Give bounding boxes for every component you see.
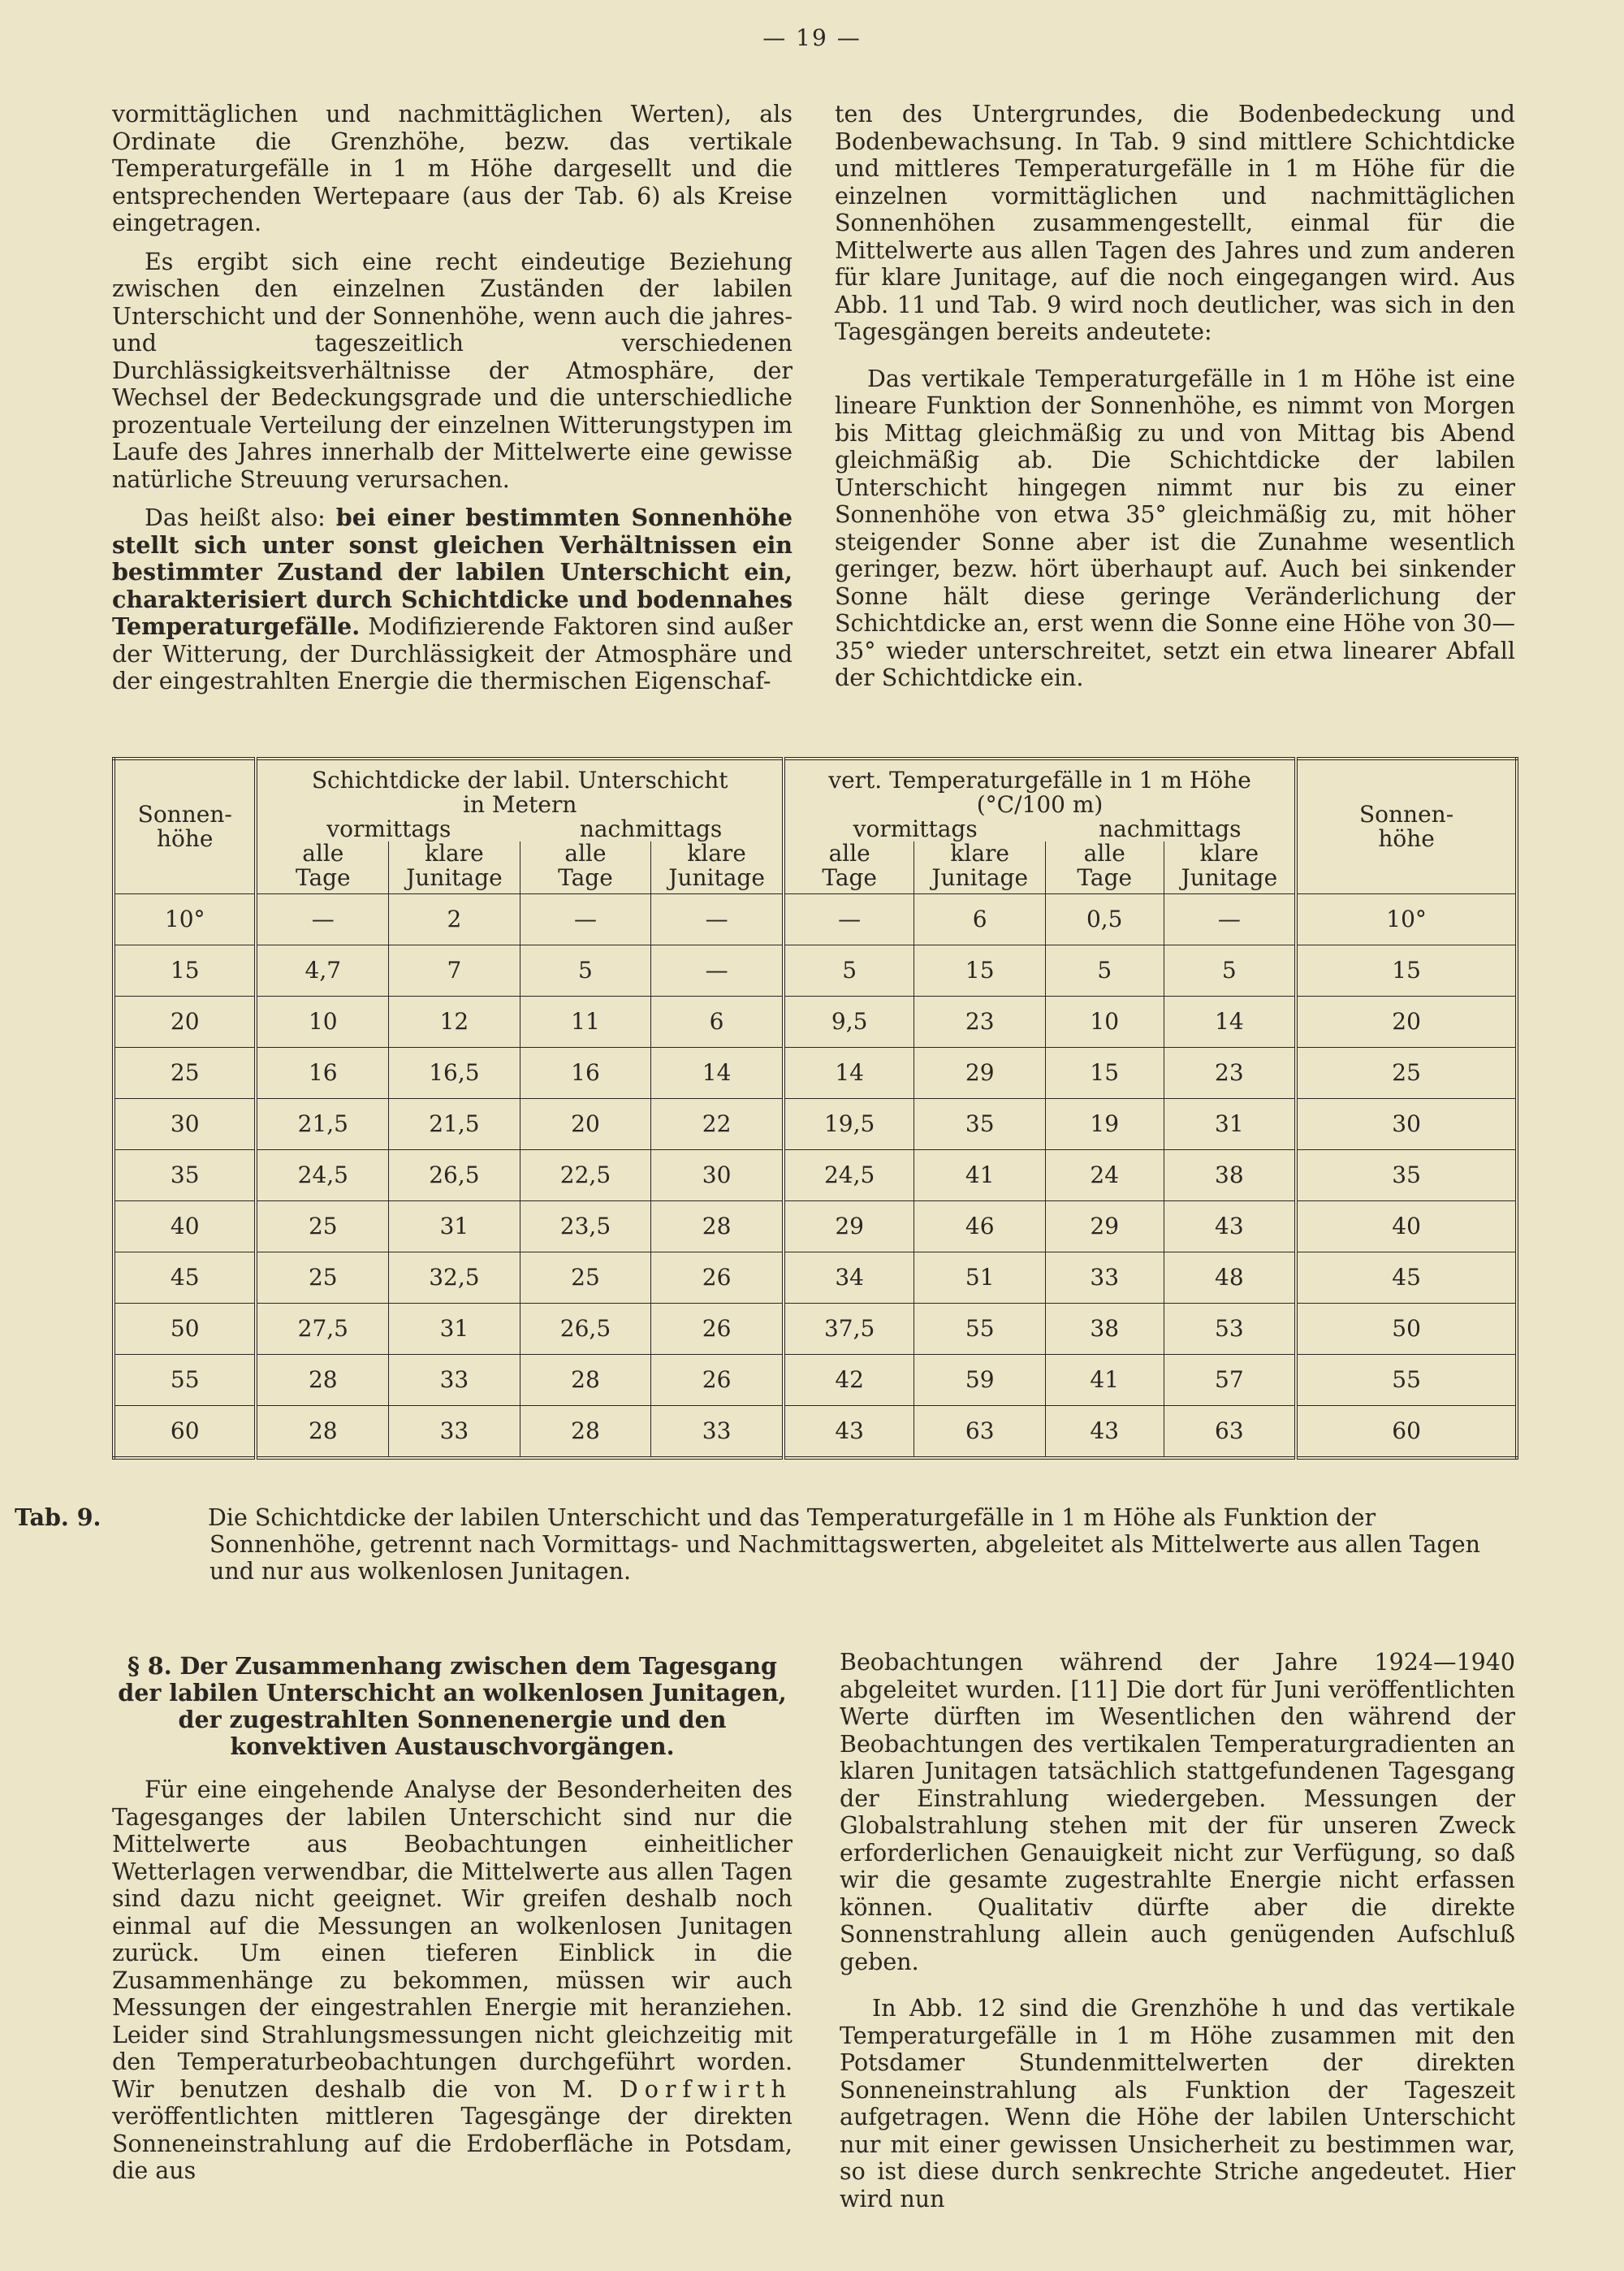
table-cell: 25 (1296, 1047, 1517, 1098)
table-cell: 14 (1164, 996, 1296, 1047)
table-row (114, 1047, 1517, 1098)
table-cell: 51 (914, 1252, 1046, 1303)
table-row (114, 996, 1517, 1047)
table-cell: 10 (1045, 996, 1164, 1047)
table-cell: 15 (1296, 945, 1517, 996)
header-temperaturgefaelle-title: vert. Temperaturgefälle in 1 m Höhe (828, 767, 1251, 794)
text-span: Für eine eingehende Analyse der Besonderheiten des Tagesganges der labilen Unterschicht sind nur die Mittelwerte aus Beobachtungen einheitlicher Wetterlagen verwendbar, die Mittelwerte aus allen Tagen sind dazu nicht geeignet. Wir greifen deshalb noch einmal auf die Messungen an wolkenlosen Junitagen zurück. Um einen tieferen Einblick in die Zusammenhänge zu bekommen, müssen wir auch Messungen der eingestrahlen Energie mit heranziehen. Leider sind Strahlungsmessungen nicht gleichzeitig mit den Temperaturbeobachtungen durchgeführt worden. Wir benutzen deshalb die von M. (112, 1776, 793, 2103)
table-cell: 22,5 (520, 1149, 651, 1200)
table-cell: 33 (389, 1354, 520, 1405)
table-row (114, 1098, 1517, 1149)
table-cell: 60 (1296, 1405, 1517, 1458)
table-cell: 28 (256, 1405, 388, 1458)
table-cell: 50 (114, 1303, 256, 1354)
table-cell: 29 (1045, 1200, 1164, 1252)
table-cell: 24,5 (256, 1149, 388, 1200)
table-cell: 42 (784, 1354, 914, 1405)
table-cell: 48 (1164, 1252, 1296, 1303)
table-cell: 4,7 (256, 945, 388, 996)
table-cell: 15 (914, 945, 1046, 996)
text-span: veröffentlichten mittleren Tagesgänge der direkten Sonneneinstrahlung auf die Erdoberfläche in Potsdam, die aus (112, 2103, 793, 2184)
table-cell: 46 (914, 1200, 1046, 1252)
table-cell: 6 (651, 996, 784, 1047)
table-cell: 14 (784, 1047, 914, 1098)
table-cell: 33 (389, 1405, 520, 1458)
table-cell: 10 (256, 996, 388, 1047)
table-cell: 43 (784, 1405, 914, 1458)
text-span: Modifizierende Faktoren sind außer der Witterung, der Durchlässigkeit der Atmosphäre und der eingestrahlten Energie die thermischen Eigenschaf- (112, 613, 793, 694)
table-cell: 0,5 (1045, 893, 1164, 945)
table-cell: 31 (389, 1303, 520, 1354)
table-cell: 43 (1045, 1405, 1164, 1458)
table-row (114, 1354, 1517, 1405)
table-cell: 28 (651, 1200, 784, 1252)
table-row (114, 1149, 1517, 1200)
table-cell: 30 (1296, 1098, 1517, 1149)
text-column-bottom-right (840, 1649, 1515, 2213)
table-cell: 20 (114, 996, 256, 1047)
table-cell: 31 (389, 1200, 520, 1252)
caption-text: Die Schichtdicke der labilen Unterschicht und das Temperaturgefälle in 1 m Höhe als Funktion der Sonnenhöhe, getrennt nach Vormittags- und Nachmittagswerten, abgeleitet als Mittelwerte aus allen Tagen und nur aus wolkenlosen Junitagen. (208, 1504, 1480, 1585)
header-alle-tage: alle Tage (1045, 841, 1164, 893)
table-cell: 5 (1045, 945, 1164, 996)
table-cell: 60 (114, 1405, 256, 1458)
header-schichtdicke (256, 759, 783, 817)
table-9 (112, 757, 1518, 1460)
table-cell: 10° (114, 893, 256, 945)
text-column-bottom-left (112, 1653, 793, 2185)
table-cell: 59 (914, 1354, 1046, 1405)
table-cell: 63 (1164, 1405, 1296, 1458)
table-cell: 15 (114, 945, 256, 996)
table-cell: 5 (520, 945, 651, 996)
table-cell: 41 (914, 1149, 1046, 1200)
header-alle-tage: alle Tage (784, 841, 914, 893)
table-cell: 35 (1296, 1149, 1517, 1200)
paragraph: Das vertikale Temperaturgefälle in 1 m Höhe ist eine lineare Funktion der Sonnenhöhe, es nimmt von Morgen bis Mittag gleichmäßig zu und von Mittag bis Abend gleichmäßig ab. Die Schichtdicke der labilen Unterschicht hingegen nimmt nur bis zu einer Sonnenhöhe von etwa 35° gleichmäßig zu, mit höher steigender Sonne aber ist die Zunahme wesentlich geringer, bezw. hört überhaupt auf. Auch bei sinkender Sonne hält diese geringe Veränderlichung der Schichtdicke an, erst wenn die Sonne eine Höhe von 30—35° wieder unterschreitet, setzt ein etwa linearer Abfall der Schichtdicke ein. (835, 365, 1515, 691)
table-cell: 34 (784, 1252, 914, 1303)
data-table (112, 757, 1518, 1460)
table-cell: — (1164, 893, 1296, 945)
text-column-top-right (835, 101, 1515, 692)
table-cell: 12 (389, 996, 520, 1047)
table-cell: 27,5 (256, 1303, 388, 1354)
table-cell: 20 (1296, 996, 1517, 1047)
paragraph: ten des Untergrundes, die Bodenbedeckung und Bodenbewachsung. In Tab. 9 sind mittlere Schichtdicke und mittleres Temperaturgefälle in 1 m Höhe für die einzelnen vormittäglichen und nachmittäglichen Sonnenhöhen zusammengestellt, einmal für die Mittelwerte aus allen Tagen des Jahres und zum anderen für klare Junitage, auf die noch eingegangen wird. Aus Abb. 11 und Tab. 9 wird noch deutlicher, was sich in den Tagesgängen bereits andeutete: (835, 101, 1515, 345)
table-cell: 25 (256, 1200, 388, 1252)
table-row (114, 893, 1517, 945)
table-cell: 38 (1045, 1303, 1164, 1354)
header-schichtdicke-title: Schichtdicke der labil. Unterschicht (311, 767, 728, 794)
table-cell: 53 (1164, 1303, 1296, 1354)
table-cell: 5 (1164, 945, 1296, 996)
table-row (114, 945, 1517, 996)
table-cell: 38 (1164, 1149, 1296, 1200)
table-cell: 45 (1296, 1252, 1517, 1303)
table-cell: 33 (1045, 1252, 1164, 1303)
table-cell: 23,5 (520, 1200, 651, 1252)
table-cell: 30 (114, 1098, 256, 1149)
table-cell: 28 (256, 1354, 388, 1405)
table-cell: 25 (520, 1252, 651, 1303)
table-cell: 7 (389, 945, 520, 996)
header-vormittags-2: vormittags (853, 815, 978, 842)
table-caption (15, 1503, 1523, 1585)
table-cell: 16,5 (389, 1047, 520, 1098)
table-cell: 25 (256, 1252, 388, 1303)
table-cell: 14 (651, 1047, 784, 1098)
table-cell: 50 (1296, 1303, 1517, 1354)
paragraph: Beobachtungen während der Jahre 1924—1940 abgeleitet wurden. [11] Die dort für Juni veröffentlichten Werte dürften im Wesentlichen den während der Beobachtungen des vertikalen Temperaturgradienten an klaren Junitagen tatsächlich stattgefundenen Tagesgang der Einstrahlung wiedergeben. Messungen der Globalstrahlung stehen mit der für unseren Zweck erforderlichen Genauigkeit nicht zur Verfügung, so daß wir die gesamte zugestrahlte Energie nicht erfassen können. Qualitativ dürfte aber die direkte Sonnenstrahlung allein auch genügenden Aufschluß geben. (840, 1649, 1515, 1975)
text-span: Das heißt also: (145, 504, 336, 531)
table-cell: 43 (1164, 1200, 1296, 1252)
table-cell: 37,5 (784, 1303, 914, 1354)
table-cell: 5 (784, 945, 914, 996)
table-cell: 30 (651, 1149, 784, 1200)
table-cell: 21,5 (389, 1098, 520, 1149)
header-sonnenhoehe-right: Sonnen- höhe (1296, 759, 1517, 893)
paragraph: vormittäglichen und nachmittäglichen Werten), als Ordinate die Grenzhöhe, bezw. das vertikale Temperaturgefälle in 1 m Höhe dargesellt und die entsprechenden Wertepaare (aus der Tab. 6) als Kreise eingetragen. (112, 101, 793, 236)
table-cell: 2 (389, 893, 520, 945)
header-temperaturgefaelle (784, 759, 1296, 817)
header-klare-junitage: klare Junitage (651, 841, 784, 893)
table-cell: 41 (1045, 1354, 1164, 1405)
table-row (114, 1405, 1517, 1458)
section-heading: § 8. Der Zusammenhang zwischen dem Tagesgang der labilen Unterschicht an wolkenlosen Junitagen, der zugestrahlten Sonnenenergie und den konvektiven Austauschvorgängen. (118, 1652, 787, 1760)
table-cell: 23 (1164, 1047, 1296, 1098)
page-number: — 19 — (762, 24, 862, 51)
table-cell: 57 (1164, 1354, 1296, 1405)
table-cell: 29 (914, 1047, 1046, 1098)
table-cell: — (651, 893, 784, 945)
table-row (114, 1303, 1517, 1354)
author-name: Dorfwirth (619, 2075, 793, 2103)
table-cell: 33 (651, 1405, 784, 1458)
table-cell: 22 (651, 1098, 784, 1149)
table-cell: 16 (520, 1047, 651, 1098)
table-cell: 28 (520, 1405, 651, 1458)
header-sonnenhoehe-left: Sonnen- höhe (114, 759, 256, 893)
header-alle-tage: alle Tage (520, 841, 651, 893)
table-cell: 40 (114, 1200, 256, 1252)
table-cell: 55 (114, 1354, 256, 1405)
table-cell: 23 (914, 996, 1046, 1047)
table-cell: 26,5 (520, 1303, 651, 1354)
table-row (114, 1252, 1517, 1303)
header-nachmittags-2: nachmittags (1045, 817, 1296, 841)
table-cell: 40 (1296, 1200, 1517, 1252)
table-cell: 63 (914, 1405, 1046, 1458)
table-cell: — (256, 893, 388, 945)
paragraph (112, 1776, 793, 2185)
table-cell: 35 (114, 1149, 256, 1200)
paragraph (112, 504, 793, 695)
table-cell: — (651, 945, 784, 996)
table-cell: 21,5 (256, 1098, 388, 1149)
table-cell: 11 (520, 996, 651, 1047)
table-cell: 6 (914, 893, 1046, 945)
table-cell: 25 (114, 1047, 256, 1098)
table-body (114, 893, 1517, 1458)
table-cell: — (784, 893, 914, 945)
table-cell: 26,5 (389, 1149, 520, 1200)
caption-label: Tab. 9. (15, 1503, 102, 1531)
table-cell: 19,5 (784, 1098, 914, 1149)
table-cell: 29 (784, 1200, 914, 1252)
header-schichtdicke-unit: in Metern (463, 791, 577, 818)
table-cell: 26 (651, 1252, 784, 1303)
table-cell: 55 (914, 1303, 1046, 1354)
table-cell: 55 (1296, 1354, 1517, 1405)
table-cell: 15 (1045, 1047, 1164, 1098)
table-cell: 16 (256, 1047, 388, 1098)
table-cell: 10° (1296, 893, 1517, 945)
paragraph: In Abb. 12 sind die Grenzhöhe h und das vertikale Temperaturgefälle in 1 m Höhe zusammen mit den Potsdamer Stundenmittelwerten der direkten Sonneneinstrahlung als Funktion der Tageszeit aufgetragen. Wenn die Höhe der labilen Unterschicht nur mit einer gewissen Unsicherheit zu bestimmen war, so ist diese durch senkrechte Striche angedeutet. Hier wird nun (840, 1995, 1515, 2213)
header-nachmittags-1: nachmittags (520, 817, 784, 841)
table-cell: 32,5 (389, 1252, 520, 1303)
table-cell: 19 (1045, 1098, 1164, 1149)
header-klare-junitage: klare Junitage (1164, 841, 1296, 893)
table-cell: 26 (651, 1303, 784, 1354)
header-temperaturgefaelle-unit: (°C/100 m) (976, 791, 1104, 818)
table-cell: 35 (914, 1098, 1046, 1149)
table-cell: 26 (651, 1354, 784, 1405)
text-column-top-left (112, 101, 793, 695)
paragraph: Es ergibt sich eine recht eindeutige Beziehung zwischen den einzelnen Zuständen der labilen Unterschicht und der Sonnenhöhe, wenn auch die jahres- und tageszeitlich verschiedenen Durchlässigkeitsverhältnisse der Atmosphäre, der Wechsel der Bedeckungsgrade und die unterschiedliche prozentuale Verteilung der einzelnen Witterungstypen im Laufe des Jahres innerhalb der Mittelwerte eine gewisse natürliche Streuung verursachen. (112, 248, 793, 493)
table-row (114, 1200, 1517, 1252)
table-cell: 45 (114, 1252, 256, 1303)
header-klare-junitage: klare Junitage (389, 841, 520, 893)
table-cell: 20 (520, 1098, 651, 1149)
table-cell: — (520, 893, 651, 945)
table-cell: 28 (520, 1354, 651, 1405)
header-vormittags-1: vormittags (256, 817, 520, 841)
bold-statement: bei einer bestimmten Sonnenhöhe stellt sich unter sonst gleichen Verhältnissen ein bestimmter Zustand der labilen Unterschicht ein, charakterisiert durch Schichtdicke und bodennahes Temperaturgefälle. (112, 504, 793, 640)
table-cell: 24 (1045, 1149, 1164, 1200)
header-alle-tage: alle Tage (256, 841, 388, 893)
table-cell: 9,5 (784, 996, 914, 1047)
table-cell: 24,5 (784, 1149, 914, 1200)
header-klare-junitage: klare Junitage (914, 841, 1046, 893)
table-cell: 31 (1164, 1098, 1296, 1149)
